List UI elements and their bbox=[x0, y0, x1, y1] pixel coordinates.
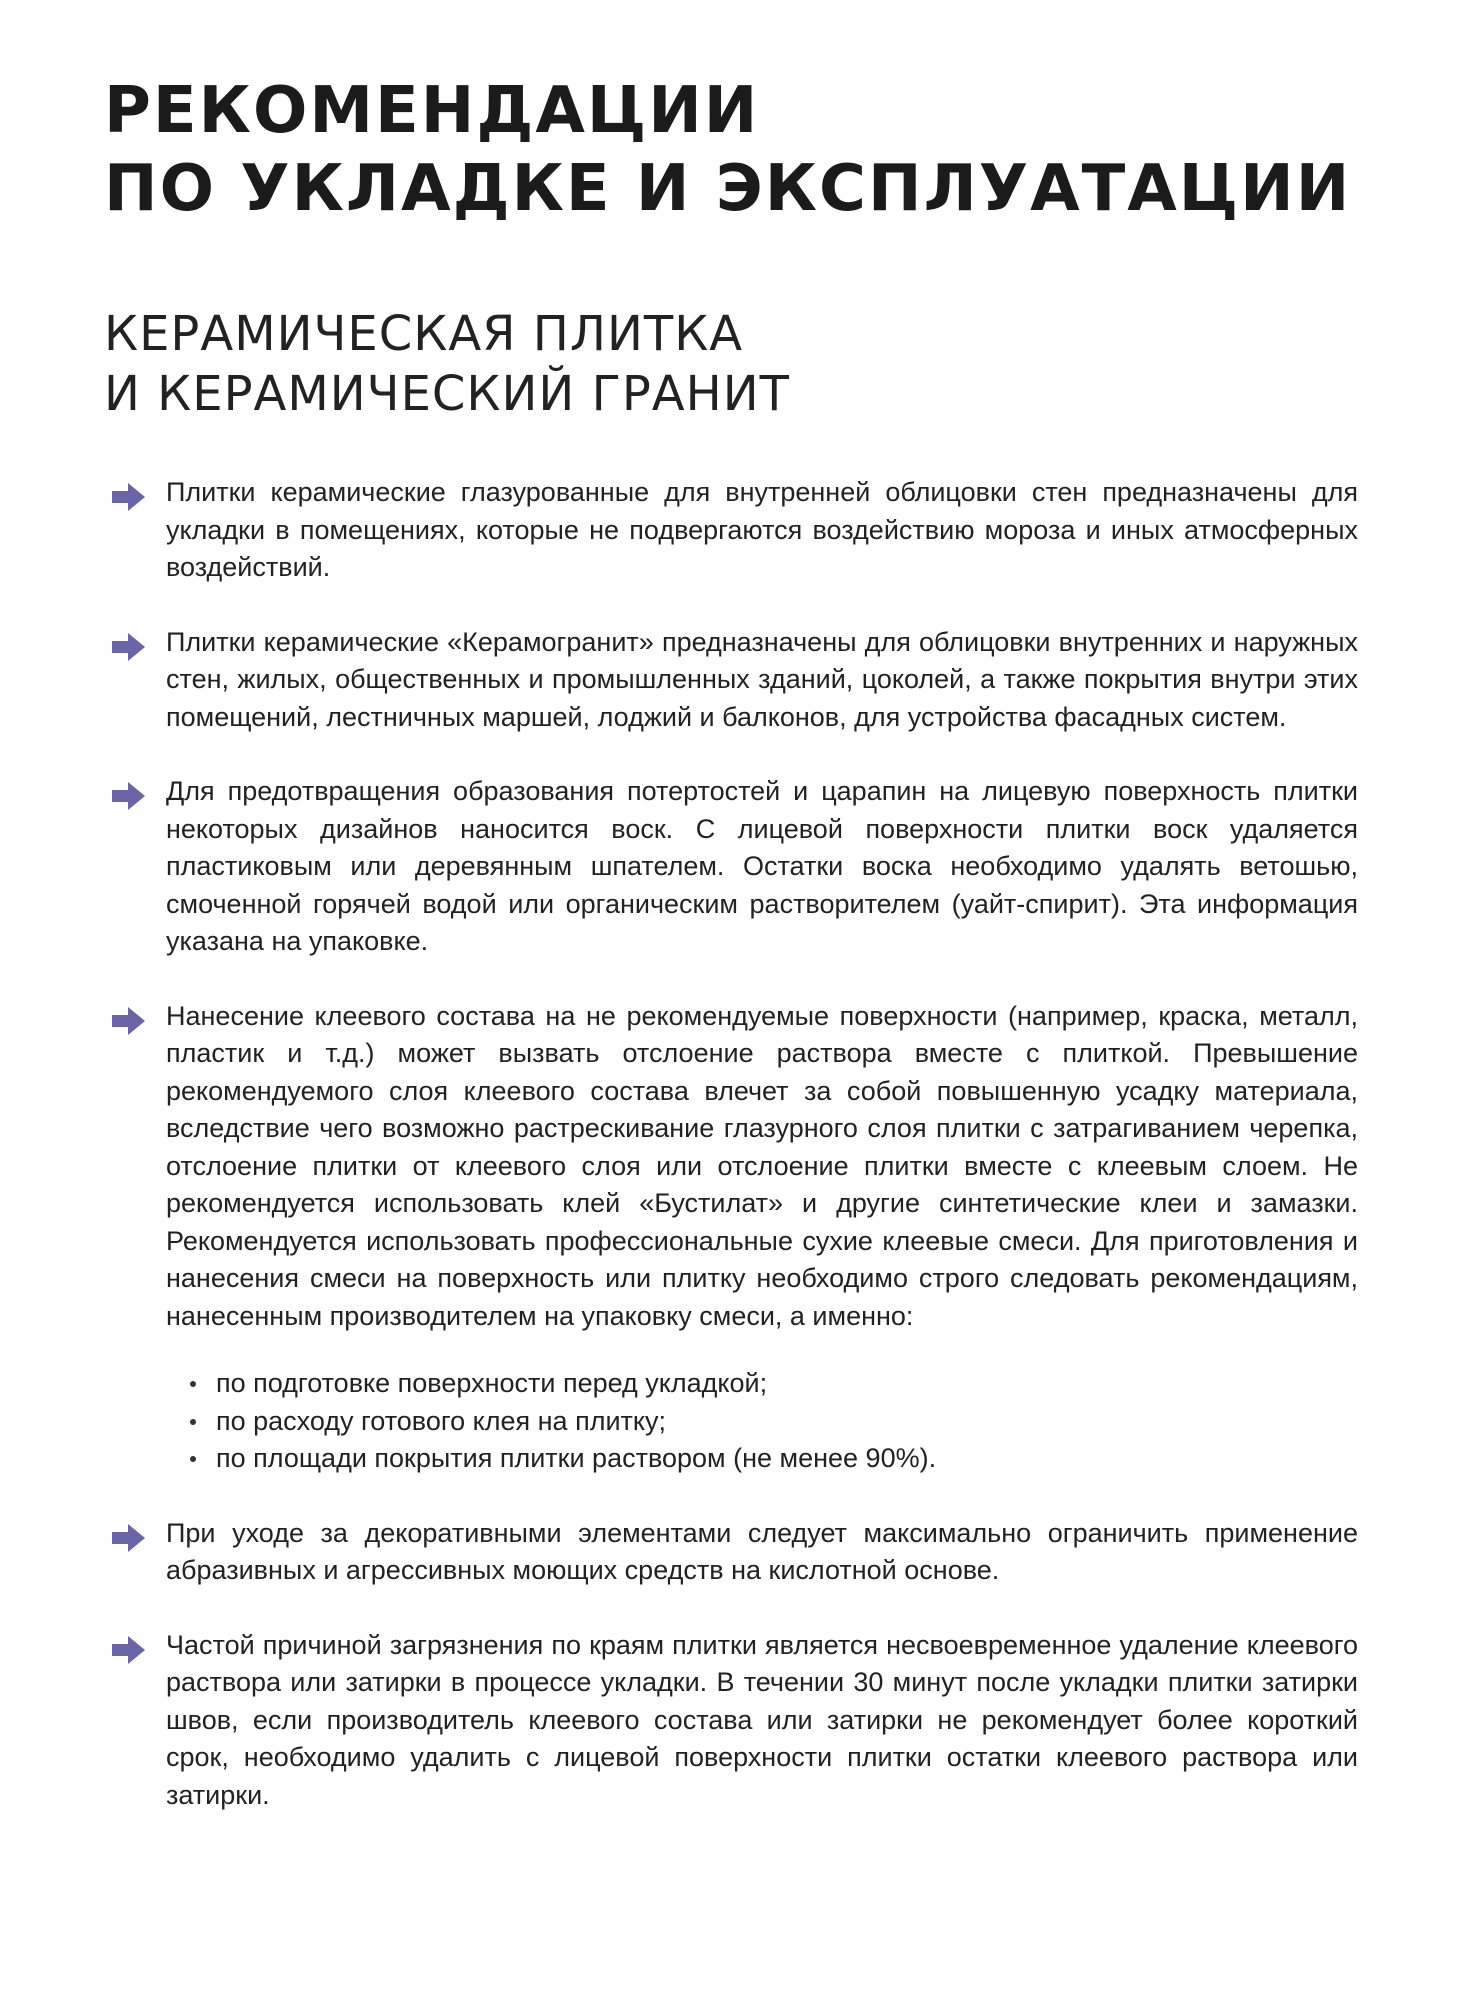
arrow-right-icon bbox=[110, 482, 146, 512]
recommendations-list bbox=[108, 474, 1358, 1851]
arrow-right-icon bbox=[110, 632, 146, 662]
sub-list-item-text: по подготовке поверхности перед укладкой; bbox=[216, 1368, 768, 1398]
recommendation-item bbox=[108, 1627, 1358, 1815]
sub-list-item bbox=[166, 1403, 1358, 1441]
page-title-line-1: РЕКОМЕНДАЦИИ bbox=[104, 74, 760, 148]
recommendation-item bbox=[108, 998, 1358, 1478]
recommendation-text: Плитки керамические «Керамогранит» предназначены для облицовки внутренних и наружных стен, жилых, общественных и промышленных зданий, цоколей, а также покрытия внутри этих помещений, лестничных маршей, лоджий и балконов, для устройства фасадных систем. bbox=[166, 626, 1358, 732]
arrow-right-icon bbox=[110, 1523, 146, 1553]
page-title bbox=[104, 72, 1351, 228]
bullet-dot-icon bbox=[190, 1419, 196, 1425]
sub-list-item-text: по площади покрытия плитки раствором (не менее 90%). bbox=[216, 1443, 937, 1473]
sub-list-item bbox=[166, 1365, 1358, 1403]
recommendation-text: Плитки керамические глазурованные для внутренней облицовки стен предназначены для укладки в помещениях, которые не подвергаются воздействию мороза и иных атмосферных воздействий. bbox=[166, 477, 1358, 582]
recommendation-item bbox=[108, 624, 1358, 737]
recommendation-item bbox=[108, 773, 1358, 961]
arrow-right-icon bbox=[110, 1006, 146, 1036]
arrow-right-icon bbox=[110, 1635, 146, 1665]
recommendation-item bbox=[108, 1515, 1358, 1590]
sub-list-item-text: по расходу готового клея на плитку; bbox=[216, 1405, 667, 1436]
section-subtitle-line-1: КЕРАМИЧЕСКАЯ ПЛИТКА bbox=[104, 306, 744, 362]
arrow-right-icon bbox=[110, 781, 146, 811]
sub-list-item bbox=[166, 1440, 1358, 1478]
bullet-dot-icon bbox=[190, 1381, 196, 1387]
bullet-dot-icon bbox=[190, 1456, 196, 1462]
section-subtitle bbox=[104, 304, 790, 424]
recommendation-text: Частой причиной загрязнения по краям плитки является несвоевременное удаление клеевого раствора или затирки в процессе укладки. В течении 30 минут после укладки плитки затирки швов, если производитель клеевого состава или затирки не рекомендует более короткий срок, необходимо удалить с лицевой поверхности плитки остатки клеевого раствора или затирки. bbox=[166, 1629, 1358, 1810]
sub-list bbox=[166, 1365, 1358, 1478]
recommendation-item bbox=[108, 474, 1358, 587]
recommendation-text: Нанесение клеевого состава на не рекомендуемые поверхности (например, краска, металл, пластик и т.д.) может вызвать отслоение раствора вместе с плиткой. Превышение рекомендуемого слоя клеевого состава влечет за собой повышенную усадку материала, вследствие чего возможно растрескивание глазурного слоя плитки с затрагиванием черепка, отслоение плитки от клеевого слоя или отслоение плитки вместе с клеевым слоем. Не рекомендуется использовать клей «Бустилат» и другие синтетические клеи и замазки. Рекомендуется использовать профессиональные сухие клеевые смеси. Для приготовления и нанесения смеси на поверхность или плитку необходимо строго следовать рекомендациям, нанесенным производителем на упаковку смеси, а именно: bbox=[166, 1000, 1358, 1331]
recommendation-text: Для предотвращения образования потертостей и царапин на лицевую поверхность плитки некоторых дизайнов наносится воск. С лицевой поверхности плитки воск удаляется пластиковым или деревянным шпателем. Остатки воска необходимо удалять ветошью, смоченной горячей водой или органическим растворителем (уайт-спирит). Эта информация указана на упаковке. bbox=[166, 776, 1358, 956]
page-title-line-2: ПО УКЛАДКЕ И ЭКСПЛУАТАЦИИ bbox=[104, 152, 1352, 226]
recommendation-text: При уходе за декоративными элементами следует максимально ограничить применение абразивных и агрессивных моющих средств на кислотной основе. bbox=[166, 1517, 1358, 1585]
section-subtitle-line-2: И КЕРАМИЧЕСКИЙ ГРАНИТ bbox=[104, 366, 790, 422]
